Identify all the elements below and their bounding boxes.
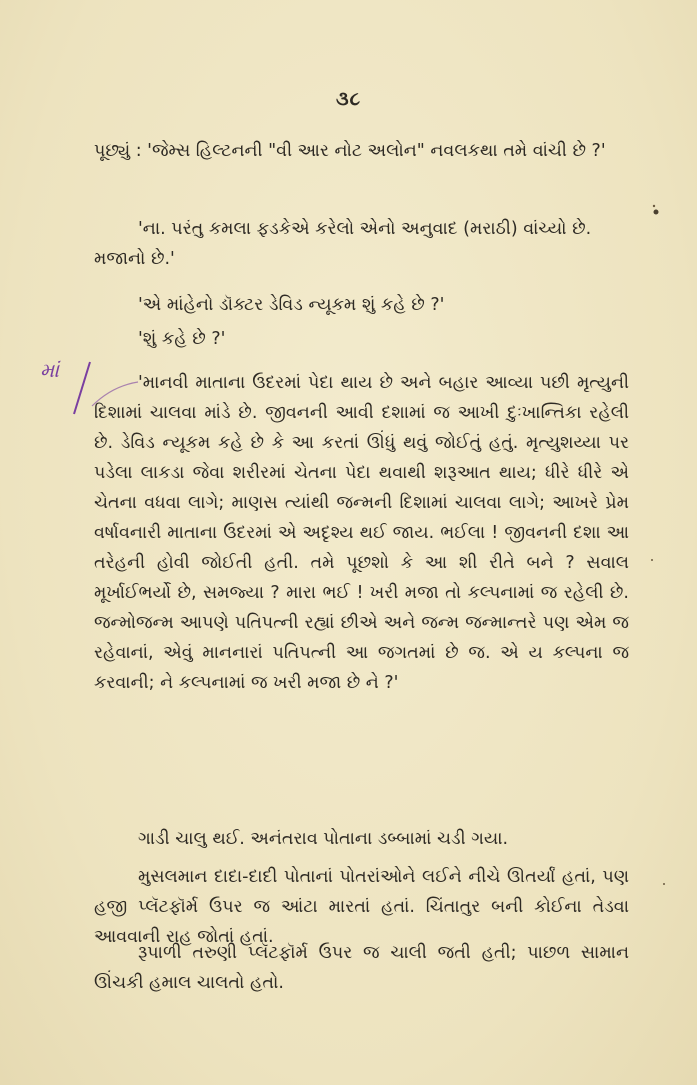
paragraph-train-starts: ગાડી ચાલુ થઈ. અનંતરાવ પોતાના ડબ્બામાં ચડી ગયા.	[138, 829, 509, 849]
paragraph-monologue: 'માનવી માતાના ઉદરમાં પેદા થાય છે અને બહાર આવ્યા પછી મૃત્યુની દિશામાં ચાલવા માંડે છે. જીવનની આવી દશામાં જ આખી દુઃખાન્તિકા રહેલી છે. ડેવિડ ન્યૂકમ કહે છે કે આ કરતાં ઊંધું થવું જોઈતું હતું. મૃત્યુશય્યા પર પડેલા લાકડા જેવા શરીરમાં ચેતના પેદા થવાથી શરૂઆત થાય; ધીરે ધીરે એ ચેતના વધવા લાગે; માણસ ત્યાંથી જન્મની દિશામાં ચાલવા લાગે; આખરે પ્રેમ વર્ષાવનારી માતાના ઉદરમાં એ અદૃશ્ય થઈ જાય. ભઈલા ! જીવનની દશા આ તરેહની હોવી જોઈતી હતી. તમે પૂછશો કે આ શી રીતે બને ? સવાલ મૂર્ખાઈભર્યો છે, સમજ્યા ? મારા ભઈ ! ખરી મજા તો કલ્પનામાં જ રહેલી છે. જન્મોજન્મ આપણે પતિપત્ની રહ્યાં છીએ અને જન્મ જન્માન્તરે પણ એમ જ રહેવાનાં, એવું માનનારાં પતિપત્ની આ જગતમાં છે જ. એ ય કલ્પના જ કરવાની; ને કલ્પનામાં જ ખરી મજા છે ને ?'	[94, 373, 629, 693]
paragraph-reply: 'ના. પરંતુ કમલા ફડકેએ કરેલો એનો અનુવાદ (મરાઠી) વાંચ્યો છે. મજાનો છે.'	[94, 219, 592, 269]
paragraph-what-says: 'શું કહે છે ?'	[138, 329, 226, 349]
paragraph-grandparents: મુસલમાન દાદા-દાદી પોતાનાં પોતરાંઓને લઈને નીચે ઊતર્યાં હતાં, પણ હજી પ્લૅટફૉર્મ ઉપર જ આંટા મારતાં હતાં. ચિંતાતુર બની કોઈના તેડવા આવવાની રાહ જોતાં હતાં.	[94, 867, 629, 947]
paragraph-young-woman: રૂપાળી તરુણી પ્લૅટફૉર્મ ઉપર જ ચાલી જતી હતી; પાછળ સામાન ઊંચકી હમાલ ચાલતો હતો.	[94, 943, 629, 993]
handwritten-annotation: માં	[40, 358, 60, 382]
paragraph-question: પૂછ્યું : 'જેમ્સ હિલ્ટનની "વી આર નોટ અલોન" નવલકથા તમે વાંચી છે ?'	[94, 141, 606, 161]
page-number: ૩૮	[335, 88, 362, 110]
paragraph-doctor-question: 'એ માંહેનો ડૉક્ટર ડેવિડ ન્યૂકમ શું કહે છે ?'	[138, 295, 445, 315]
